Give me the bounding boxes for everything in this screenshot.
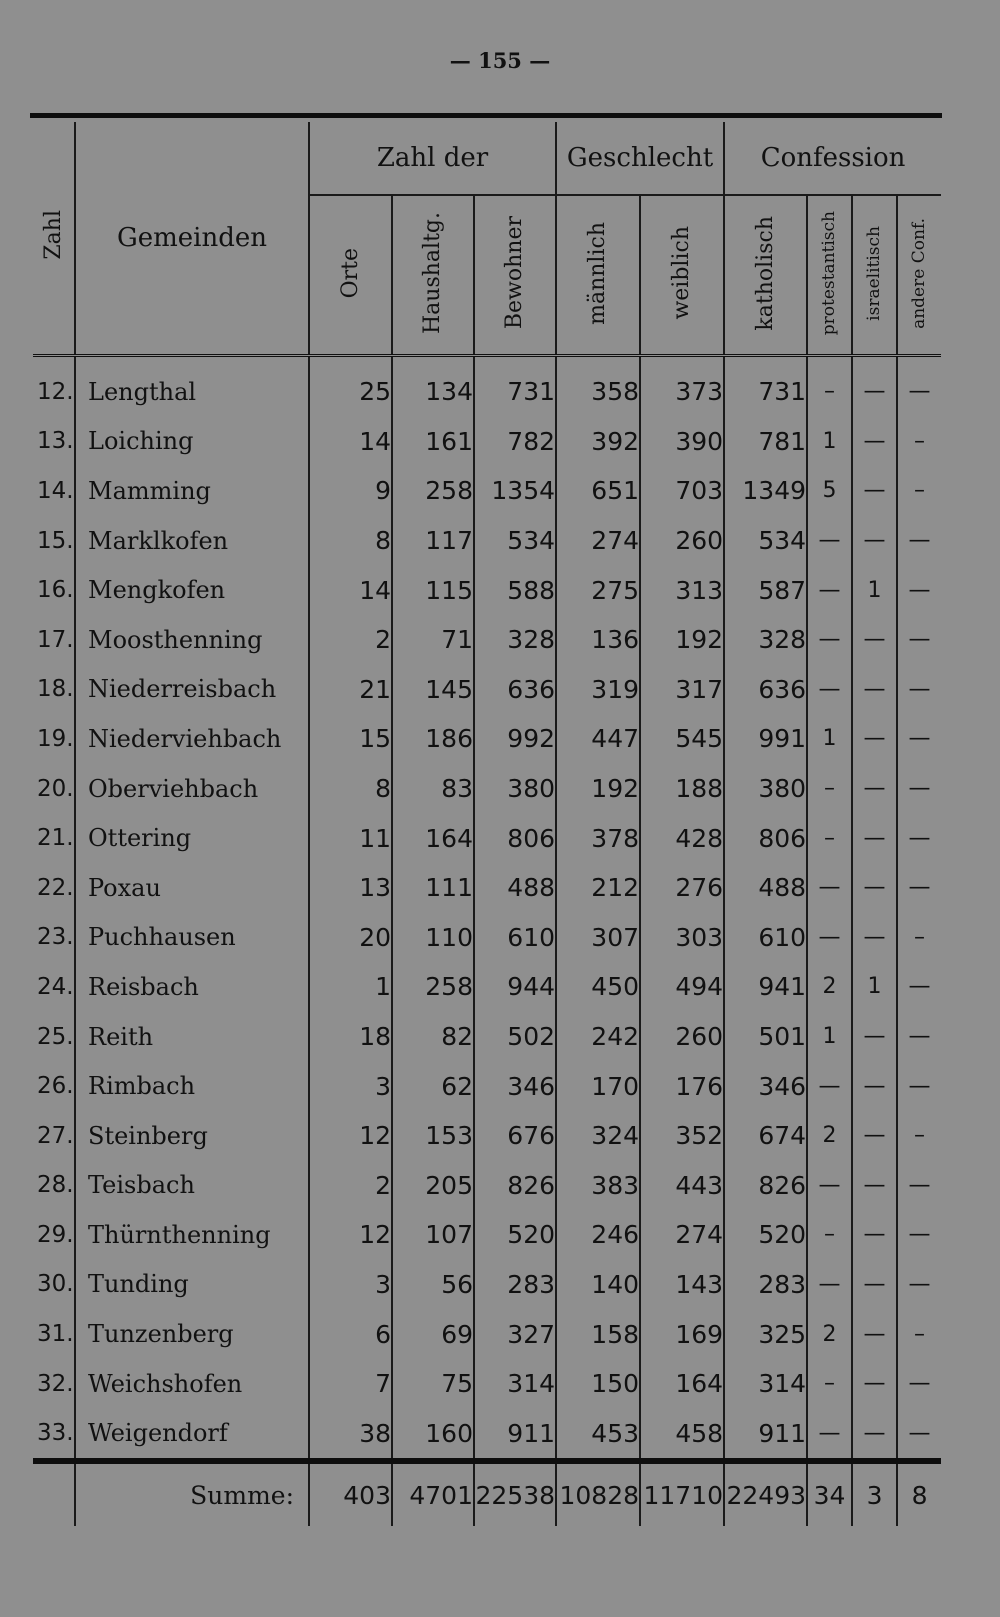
haushaltungen-cell: 111 <box>392 863 474 913</box>
gemeinde-name: Mamming <box>75 466 309 516</box>
andere-conf-cell: — <box>908 1172 931 1198</box>
haushaltungen-cell: 107 <box>392 1210 474 1260</box>
katholisch-cell: 328 <box>724 615 807 665</box>
israelitisch-cell: — <box>852 863 897 913</box>
haushaltungen-cell: 258 <box>392 466 474 516</box>
andere-conf-cell: — <box>908 676 931 702</box>
header-haushaltungen: Haushaltg. <box>392 195 474 356</box>
bewohner-cell: 346 <box>474 1061 556 1111</box>
row-number: 18. <box>33 665 75 715</box>
row-number: 24. <box>33 962 75 1012</box>
protestantisch-cell: — <box>807 1061 852 1111</box>
gemeinde-name: Ottering <box>75 813 309 863</box>
israelitisch-cell: — <box>852 1260 897 1310</box>
bewohner-cell: 520 <box>474 1210 556 1260</box>
table-row <box>33 615 941 665</box>
weiblich-cell: 494 <box>640 962 724 1012</box>
andere-conf-cell: — <box>908 1371 931 1397</box>
katholisch-cell: 731 <box>724 356 807 417</box>
haushaltungen-cell: 56 <box>392 1260 474 1310</box>
header-orte: Orte <box>309 195 392 356</box>
gemeinde-name: Niederviehbach <box>75 714 309 764</box>
andere-conf-cell: — <box>908 726 931 752</box>
bewohner-cell: 327 <box>474 1309 556 1359</box>
bewohner-cell: 1354 <box>474 466 556 516</box>
protestantisch-cell: — <box>807 1260 852 1310</box>
israelitisch-cell: — <box>852 417 897 467</box>
weiblich-cell: 260 <box>640 1012 724 1062</box>
katholisch-cell: 380 <box>724 764 807 814</box>
table-row <box>33 417 941 467</box>
weiblich-cell: 188 <box>640 764 724 814</box>
israelitisch-cell: — <box>852 813 897 863</box>
israelitisch-cell: — <box>852 1309 897 1359</box>
gemeinde-name: Lengthal <box>75 356 309 417</box>
protestantisch-cell: 1 <box>807 714 852 764</box>
katholisch-cell: 991 <box>724 714 807 764</box>
katholisch-cell: 325 <box>724 1309 807 1359</box>
gemeinde-name: Puchhausen <box>75 913 309 963</box>
orte-cell: 11 <box>309 813 392 863</box>
maennlich-cell: 242 <box>556 1012 640 1062</box>
orte-cell: 12 <box>309 1111 392 1161</box>
orte-cell: 9 <box>309 466 392 516</box>
bewohner-cell: 534 <box>474 516 556 566</box>
haushaltungen-cell: 82 <box>392 1012 474 1062</box>
maennlich-cell: 307 <box>556 913 640 963</box>
weiblich-cell: 260 <box>640 516 724 566</box>
bewohner-cell: 676 <box>474 1111 556 1161</box>
maennlich-cell: 274 <box>556 516 640 566</box>
protestantisch-cell: 2 <box>807 1111 852 1161</box>
header-weiblich: weiblich <box>640 195 724 356</box>
row-number: 20. <box>33 764 75 814</box>
orte-cell: 8 <box>309 764 392 814</box>
katholisch-cell: 534 <box>724 516 807 566</box>
table-row <box>33 1408 941 1461</box>
gemeinde-name: Rimbach <box>75 1061 309 1111</box>
orte-cell: 14 <box>309 417 392 467</box>
protestantisch-cell: 5 <box>807 466 852 516</box>
gemeinde-name: Weigendorf <box>75 1408 309 1461</box>
israelitisch-cell: — <box>852 1061 897 1111</box>
header-katholisch: katholisch <box>724 195 807 356</box>
bewohner-cell: 314 <box>474 1359 556 1409</box>
katholisch-cell: 781 <box>724 417 807 467</box>
haushaltungen-cell: 134 <box>392 356 474 417</box>
protestantisch-cell: – <box>807 1359 852 1409</box>
orte-cell: 20 <box>309 913 392 963</box>
maennlich-cell: 319 <box>556 665 640 715</box>
weiblich-cell: 303 <box>640 913 724 963</box>
summe-protestantisch: 34 <box>807 1461 852 1526</box>
row-number: 28. <box>33 1161 75 1211</box>
row-number: 12. <box>33 356 75 417</box>
top-rule <box>30 113 942 118</box>
andere-conf-cell: — <box>908 1222 931 1248</box>
andere-conf-cell: — <box>908 528 931 554</box>
orte-cell: 14 <box>309 565 392 615</box>
statistics-table <box>33 122 941 1526</box>
weiblich-cell: 176 <box>640 1061 724 1111</box>
row-number: 16. <box>33 565 75 615</box>
orte-cell: 6 <box>309 1309 392 1359</box>
row-number: 29. <box>33 1210 75 1260</box>
row-number: 30. <box>33 1260 75 1310</box>
israelitisch-cell: — <box>852 466 897 516</box>
header-group-zahl-der: Zahl der <box>309 122 556 195</box>
orte-cell: 2 <box>309 615 392 665</box>
maennlich-cell: 275 <box>556 565 640 615</box>
katholisch-cell: 520 <box>724 1210 807 1260</box>
summe-maennlich: 10828 <box>556 1461 640 1526</box>
haushaltungen-cell: 160 <box>392 1408 474 1461</box>
protestantisch-cell: — <box>807 615 852 665</box>
gemeinde-name: Steinberg <box>75 1111 309 1161</box>
bewohner-cell: 992 <box>474 714 556 764</box>
table-row <box>33 1210 941 1260</box>
summe-andere-conf: 8 <box>897 1461 941 1526</box>
haushaltungen-cell: 83 <box>392 764 474 814</box>
protestantisch-cell: 2 <box>807 1309 852 1359</box>
table-row <box>33 1161 941 1211</box>
maennlich-cell: 150 <box>556 1359 640 1409</box>
protestantisch-cell: — <box>807 1161 852 1211</box>
israelitisch-cell: — <box>852 1111 897 1161</box>
israelitisch-cell: — <box>852 665 897 715</box>
weiblich-cell: 313 <box>640 565 724 615</box>
table-row <box>33 1012 941 1062</box>
israelitisch-cell: — <box>852 1359 897 1409</box>
protestantisch-cell: – <box>807 356 852 417</box>
bewohner-cell: 782 <box>474 417 556 467</box>
andere-conf-cell: — <box>908 1271 931 1297</box>
orte-cell: 21 <box>309 665 392 715</box>
gemeinde-name: Niederreisbach <box>75 665 309 715</box>
header-israelitisch: israelitisch <box>852 195 897 356</box>
andere-conf-cell: — <box>908 1073 931 1099</box>
maennlich-cell: 378 <box>556 813 640 863</box>
maennlich-cell: 140 <box>556 1260 640 1310</box>
maennlich-cell: 192 <box>556 764 640 814</box>
haushaltungen-cell: 205 <box>392 1161 474 1211</box>
protestantisch-cell: 1 <box>807 417 852 467</box>
katholisch-cell: 314 <box>724 1359 807 1409</box>
katholisch-cell: 283 <box>724 1260 807 1310</box>
orte-cell: 7 <box>309 1359 392 1409</box>
protestantisch-cell: — <box>807 516 852 566</box>
haushaltungen-cell: 161 <box>392 417 474 467</box>
bewohner-cell: 636 <box>474 665 556 715</box>
table-row <box>33 714 941 764</box>
haushaltungen-cell: 258 <box>392 962 474 1012</box>
katholisch-cell: 674 <box>724 1111 807 1161</box>
table-row <box>33 1061 941 1111</box>
summe-orte: 403 <box>309 1461 392 1526</box>
weiblich-cell: 352 <box>640 1111 724 1161</box>
header-gemeinden: Gemeinden <box>75 122 309 356</box>
andere-conf-cell: – <box>914 428 926 454</box>
weiblich-cell: 703 <box>640 466 724 516</box>
weiblich-cell: 545 <box>640 714 724 764</box>
protestantisch-cell: 1 <box>807 1012 852 1062</box>
row-number: 13. <box>33 417 75 467</box>
summe-katholisch: 22493 <box>724 1461 807 1526</box>
weiblich-cell: 373 <box>640 356 724 417</box>
andere-conf-cell: – <box>914 1123 926 1149</box>
orte-cell: 8 <box>309 516 392 566</box>
table-row <box>33 962 941 1012</box>
gemeinde-name: Moosthenning <box>75 615 309 665</box>
bewohner-cell: 826 <box>474 1161 556 1211</box>
weiblich-cell: 164 <box>640 1359 724 1409</box>
andere-conf-cell: — <box>908 1024 931 1050</box>
gemeinde-name: Tunzenberg <box>75 1309 309 1359</box>
katholisch-cell: 806 <box>724 813 807 863</box>
header-group-geschlecht: Geschlecht <box>556 122 724 195</box>
bewohner-cell: 488 <box>474 863 556 913</box>
weiblich-cell: 443 <box>640 1161 724 1211</box>
bewohner-cell: 502 <box>474 1012 556 1062</box>
protestantisch-cell: – <box>807 1210 852 1260</box>
gemeinde-name: Weichshofen <box>75 1359 309 1409</box>
summe-nr-cell <box>33 1461 75 1526</box>
katholisch-cell: 911 <box>724 1408 807 1461</box>
table-row <box>33 1111 941 1161</box>
maennlich-cell: 651 <box>556 466 640 516</box>
orte-cell: 25 <box>309 356 392 417</box>
haushaltungen-cell: 75 <box>392 1359 474 1409</box>
maennlich-cell: 383 <box>556 1161 640 1211</box>
weiblich-cell: 317 <box>640 665 724 715</box>
israelitisch-cell: — <box>852 1408 897 1461</box>
andere-conf-cell: — <box>908 974 931 1000</box>
andere-conf-cell: — <box>908 577 931 603</box>
maennlich-cell: 324 <box>556 1111 640 1161</box>
weiblich-cell: 428 <box>640 813 724 863</box>
maennlich-cell: 136 <box>556 615 640 665</box>
row-number: 21. <box>33 813 75 863</box>
summe-bewohner: 22538 <box>474 1461 556 1526</box>
maennlich-cell: 246 <box>556 1210 640 1260</box>
andere-conf-cell: — <box>908 1420 931 1446</box>
row-number: 33. <box>33 1408 75 1461</box>
bewohner-cell: 380 <box>474 764 556 814</box>
bewohner-cell: 588 <box>474 565 556 615</box>
table-row <box>33 356 941 417</box>
table-row <box>33 665 941 715</box>
haushaltungen-cell: 145 <box>392 665 474 715</box>
israelitisch-cell: — <box>852 1210 897 1260</box>
weiblich-cell: 390 <box>640 417 724 467</box>
row-number: 25. <box>33 1012 75 1062</box>
header-bewohner: Bewohner <box>474 195 556 356</box>
header-maennlich: männlich <box>556 195 640 356</box>
israelitisch-cell: — <box>852 714 897 764</box>
orte-cell: 15 <box>309 714 392 764</box>
orte-cell: 38 <box>309 1408 392 1461</box>
table-row <box>33 764 941 814</box>
israelitisch-cell: — <box>852 1012 897 1062</box>
bewohner-cell: 806 <box>474 813 556 863</box>
katholisch-cell: 610 <box>724 913 807 963</box>
israelitisch-cell: — <box>852 516 897 566</box>
maennlich-cell: 453 <box>556 1408 640 1461</box>
katholisch-cell: 488 <box>724 863 807 913</box>
protestantisch-cell: – <box>807 764 852 814</box>
katholisch-cell: 501 <box>724 1012 807 1062</box>
maennlich-cell: 212 <box>556 863 640 913</box>
orte-cell: 3 <box>309 1260 392 1310</box>
row-number: 14. <box>33 466 75 516</box>
weiblich-cell: 276 <box>640 863 724 913</box>
orte-cell: 1 <box>309 962 392 1012</box>
row-number: 32. <box>33 1359 75 1409</box>
protestantisch-cell: — <box>807 1408 852 1461</box>
row-number: 22. <box>33 863 75 913</box>
gemeinde-name: Reisbach <box>75 962 309 1012</box>
maennlich-cell: 158 <box>556 1309 640 1359</box>
gemeinde-name: Loiching <box>75 417 309 467</box>
weiblich-cell: 458 <box>640 1408 724 1461</box>
andere-conf-cell: — <box>908 627 931 653</box>
protestantisch-cell: – <box>807 813 852 863</box>
andere-conf-cell: — <box>908 825 931 851</box>
israelitisch-cell: — <box>852 913 897 963</box>
table-row <box>33 1260 941 1310</box>
page-number: — 155 — <box>449 48 551 73</box>
israelitisch-cell: — <box>852 764 897 814</box>
table-row <box>33 913 941 963</box>
gemeinde-name: Tunding <box>75 1260 309 1310</box>
table-row <box>33 466 941 516</box>
israelitisch-cell: — <box>852 615 897 665</box>
protestantisch-cell: — <box>807 863 852 913</box>
header-andere-conf: andere Conf. <box>897 195 941 356</box>
header-protestantisch: protestantisch <box>807 195 852 356</box>
bewohner-cell: 911 <box>474 1408 556 1461</box>
table-row <box>33 516 941 566</box>
bewohner-cell: 283 <box>474 1260 556 1310</box>
table-row <box>33 1359 941 1409</box>
bewohner-cell: 944 <box>474 962 556 1012</box>
orte-cell: 18 <box>309 1012 392 1062</box>
katholisch-cell: 636 <box>724 665 807 715</box>
israelitisch-cell: 1 <box>852 565 897 615</box>
katholisch-cell: 826 <box>724 1161 807 1211</box>
katholisch-cell: 941 <box>724 962 807 1012</box>
andere-conf-cell: – <box>914 1321 926 1347</box>
andere-conf-cell: — <box>908 379 931 405</box>
orte-cell: 13 <box>309 863 392 913</box>
row-number: 26. <box>33 1061 75 1111</box>
summe-weiblich: 11710 <box>640 1461 724 1526</box>
haushaltungen-cell: 69 <box>392 1309 474 1359</box>
maennlich-cell: 358 <box>556 356 640 417</box>
protestantisch-cell: — <box>807 565 852 615</box>
israelitisch-cell: — <box>852 356 897 417</box>
katholisch-cell: 1349 <box>724 466 807 516</box>
row-number: 17. <box>33 615 75 665</box>
israelitisch-cell: 1 <box>852 962 897 1012</box>
bewohner-cell: 731 <box>474 356 556 417</box>
maennlich-cell: 392 <box>556 417 640 467</box>
haushaltungen-cell: 71 <box>392 615 474 665</box>
haushaltungen-cell: 62 <box>392 1061 474 1111</box>
katholisch-cell: 346 <box>724 1061 807 1111</box>
table-row <box>33 863 941 913</box>
row-number: 23. <box>33 913 75 963</box>
andere-conf-cell: — <box>908 875 931 901</box>
header-zahl: Zahl <box>33 122 75 356</box>
row-number: 19. <box>33 714 75 764</box>
gemeinde-name: Marklkofen <box>75 516 309 566</box>
bewohner-cell: 328 <box>474 615 556 665</box>
katholisch-cell: 587 <box>724 565 807 615</box>
orte-cell: 3 <box>309 1061 392 1111</box>
maennlich-cell: 447 <box>556 714 640 764</box>
haushaltungen-cell: 115 <box>392 565 474 615</box>
gemeinde-name: Thürnthenning <box>75 1210 309 1260</box>
haushaltungen-cell: 117 <box>392 516 474 566</box>
row-number: 31. <box>33 1309 75 1359</box>
weiblich-cell: 274 <box>640 1210 724 1260</box>
orte-cell: 2 <box>309 1161 392 1211</box>
haushaltungen-cell: 110 <box>392 913 474 963</box>
gemeinde-name: Teisbach <box>75 1161 309 1211</box>
table-row <box>33 1309 941 1359</box>
gemeinde-name: Poxau <box>75 863 309 913</box>
weiblich-cell: 143 <box>640 1260 724 1310</box>
haushaltungen-cell: 186 <box>392 714 474 764</box>
summe-israelitisch: 3 <box>852 1461 897 1526</box>
haushaltungen-cell: 153 <box>392 1111 474 1161</box>
israelitisch-cell: — <box>852 1161 897 1211</box>
protestantisch-cell: — <box>807 665 852 715</box>
maennlich-cell: 450 <box>556 962 640 1012</box>
table-row <box>33 565 941 615</box>
maennlich-cell: 170 <box>556 1061 640 1111</box>
summe-haushaltungen: 4701 <box>392 1461 474 1526</box>
row-number: 15. <box>33 516 75 566</box>
gemeinde-name: Mengkofen <box>75 565 309 615</box>
andere-conf-cell: — <box>908 776 931 802</box>
orte-cell: 12 <box>309 1210 392 1260</box>
andere-conf-cell: – <box>914 478 926 504</box>
header-group-confession: Confession <box>724 122 941 195</box>
bewohner-cell: 610 <box>474 913 556 963</box>
haushaltungen-cell: 164 <box>392 813 474 863</box>
summe-label: Summe: <box>75 1461 309 1526</box>
protestantisch-cell: — <box>807 913 852 963</box>
gemeinde-name: Reith <box>75 1012 309 1062</box>
summe-row <box>33 1461 941 1526</box>
weiblich-cell: 169 <box>640 1309 724 1359</box>
gemeinde-name: Oberviehbach <box>75 764 309 814</box>
andere-conf-cell: – <box>914 924 926 950</box>
table-row <box>33 813 941 863</box>
protestantisch-cell: 2 <box>807 962 852 1012</box>
weiblich-cell: 192 <box>640 615 724 665</box>
row-number: 27. <box>33 1111 75 1161</box>
